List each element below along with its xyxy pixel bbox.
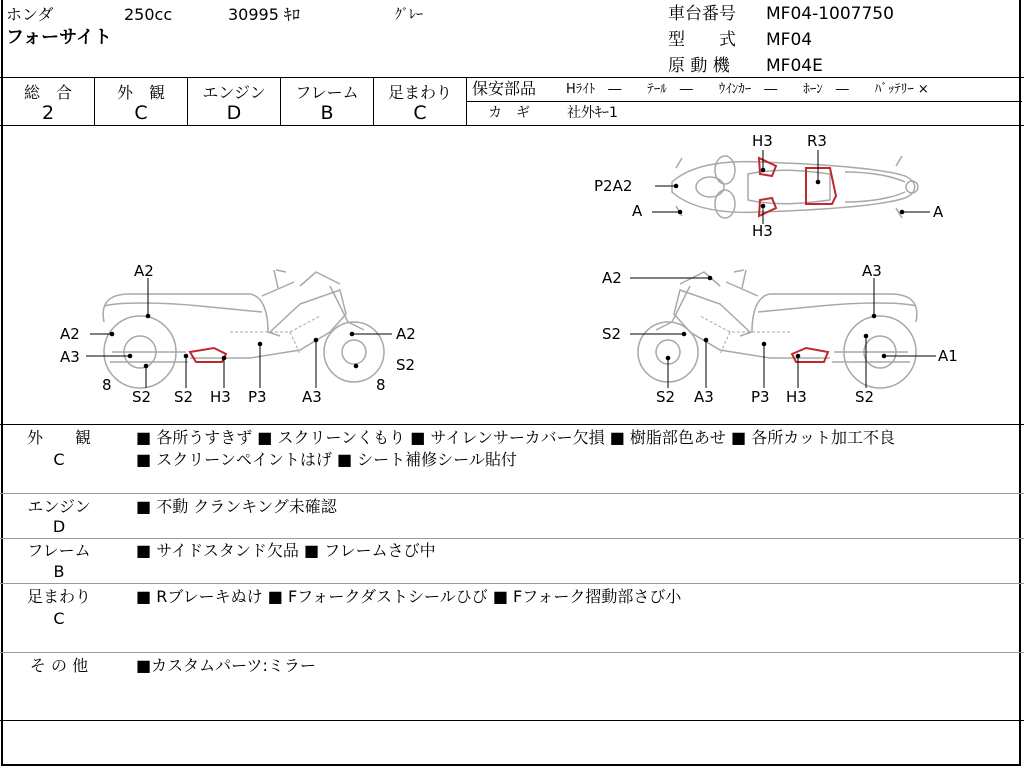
- section-other-line-1: ■カスタムパーツ:ミラー: [136, 656, 316, 675]
- section-exterior-line-1: ■ 各所うすきず ■ スクリーンくもり ■ サイレンサーカバー欠損 ■ 樹脂部色あせ ■ 各所カット加工不良: [136, 428, 896, 447]
- section-frame-line-1: ■ サイドスタンド欠品 ■ フレームさび中: [136, 541, 436, 560]
- label-left-8: 8: [102, 376, 112, 394]
- engine-value: MF04E: [766, 56, 823, 76]
- frame-no-label: 車台番号: [668, 4, 736, 24]
- displacement: 250cc: [124, 5, 173, 24]
- key-value: 社外ｷｰ1: [567, 105, 618, 121]
- grade-label-frame: フレーム: [295, 83, 359, 102]
- section-frame-grade: B: [53, 562, 65, 581]
- label-right-a3-top: A3: [862, 262, 882, 280]
- engine-label: 原 動 機: [668, 56, 730, 76]
- safety-row-line: [466, 101, 1022, 102]
- label-right-s2-left: S2: [602, 325, 622, 343]
- label-left-a3: A3: [60, 348, 80, 366]
- grade-value-engine: D: [226, 102, 242, 124]
- frame-no: MF04-1007750: [766, 4, 894, 24]
- color: ｸﾞﾚｰ: [395, 7, 423, 23]
- label-left-a3-b: A3: [302, 388, 322, 406]
- notes-top-line: [0, 424, 1024, 425]
- label-left-h3: H3: [210, 388, 231, 406]
- type-label: 型 式: [668, 30, 736, 50]
- section-suspension-line-1: ■ Rブレーキぬけ ■ Fフォークダストシールひび ■ Fフォーク摺動部さび小: [136, 587, 682, 606]
- damage-diagram: [0, 126, 1024, 424]
- section-engine-grade: D: [52, 517, 66, 536]
- right-view-dots: [666, 276, 887, 361]
- type-value: MF04: [766, 30, 813, 50]
- section-divider: [0, 583, 1024, 584]
- label-left-a2-right: A2: [396, 325, 416, 343]
- safety-label: 保安部品: [472, 79, 537, 98]
- grade-value-overall: 2: [41, 102, 55, 124]
- section-engine-title: エンジン: [27, 497, 91, 516]
- mileage: 30995 ｷﾛ: [228, 5, 300, 24]
- label-right-a1: A1: [938, 347, 958, 365]
- right-view-scooter: [638, 270, 917, 388]
- section-divider: [0, 493, 1024, 494]
- section-suspension-title: 足まわり: [26, 587, 91, 606]
- label-left-a2-top: A2: [134, 262, 154, 280]
- section-divider: [0, 538, 1024, 539]
- label-right-s2-b: S2: [855, 388, 875, 406]
- section-exterior-grade: C: [53, 450, 65, 469]
- top-view-leaders: [652, 150, 930, 224]
- label-top-r3: R3: [807, 132, 827, 150]
- left-view-dots: [110, 314, 359, 369]
- label-left-p3: P3: [248, 388, 267, 406]
- grade-value-exterior: C: [134, 102, 148, 124]
- grade-label-suspension: 足まわり: [387, 83, 452, 102]
- grade-top-line: [0, 77, 1024, 78]
- section-other-title: そ の 他: [29, 656, 89, 675]
- top-view-dots: [674, 168, 905, 215]
- label-top-p2a2: P2A2: [594, 177, 633, 195]
- section-exterior-title: 外 観: [26, 428, 91, 447]
- section-divider: [0, 652, 1024, 653]
- label-right-h3: H3: [786, 388, 807, 406]
- model-name: フォーサイト: [6, 27, 112, 48]
- section-engine-line-1: ■ 不動 クランキング未確認: [136, 497, 337, 516]
- grade-value-frame: B: [320, 102, 334, 124]
- grade-label-exterior: 外 観: [116, 83, 165, 102]
- grade-value-suspension: C: [413, 102, 427, 124]
- label-top-h3-bottom: H3: [752, 222, 773, 240]
- label-left-s2-right: S2: [396, 356, 416, 374]
- top-view-scooter: [672, 156, 918, 218]
- notes-bottom-line: [0, 720, 1024, 721]
- top-view-damage: [759, 158, 836, 216]
- grade-label-engine: エンジン: [202, 83, 266, 102]
- left-view-damage: [190, 348, 226, 362]
- grade-label-overall: 総 合: [23, 83, 72, 102]
- section-frame-title: フレーム: [27, 541, 91, 560]
- section-exterior-line-2: ■ スクリーンペイントはげ ■ シート補修シール貼付: [136, 450, 517, 469]
- section-suspension-grade: C: [53, 609, 65, 628]
- maker: ホンダ: [6, 5, 54, 24]
- safety-items: Hﾗｲﾄ ― ﾃｰﾙ ― ｳｲﾝｶｰ ― ﾎｰﾝ ― ﾊﾞｯﾃﾘｰ ×: [566, 82, 929, 97]
- label-right-p3: P3: [751, 388, 770, 406]
- left-view-scooter: [103, 270, 384, 388]
- label-right-a2-top: A2: [602, 269, 622, 287]
- label-left-8-right: 8: [376, 376, 386, 394]
- label-left-a2-mid: A2: [60, 325, 80, 343]
- key-label: カ ギ: [488, 105, 530, 121]
- label-left-s2-b: S2: [174, 388, 194, 406]
- label-left-s2-a: S2: [132, 388, 152, 406]
- label-right-a3-b: A3: [694, 388, 714, 406]
- label-top-a-right: A: [933, 203, 944, 221]
- label-right-s2-a: S2: [656, 388, 676, 406]
- label-top-a-left: A: [632, 202, 643, 220]
- label-top-h3: H3: [752, 132, 773, 150]
